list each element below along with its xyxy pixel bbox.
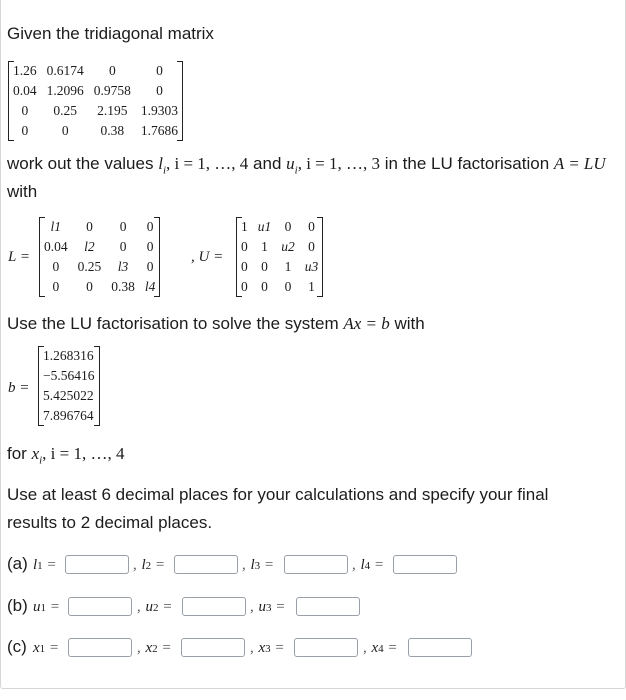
u1-label: u1 =: [33, 599, 60, 615]
matrix-l-cell: 0: [86, 219, 93, 234]
matrix-l: [39, 217, 160, 297]
matrix-a-cell: 0.38: [100, 123, 125, 138]
matrix-a-cell: 0: [21, 103, 29, 118]
matrix-a-cell: 1.9303: [140, 103, 178, 118]
matrix-u-cell: 1: [241, 219, 248, 234]
lu-instruction: work out the values $l_i$, i = 1, …, 4 and $u_i$, i = 1, …, 3 in the LU factorisation A = LU: [7, 154, 606, 177]
x3-input[interactable]: [294, 638, 358, 657]
matrix-l-cell: l1: [50, 219, 62, 234]
matrix-l-cell: l3: [117, 259, 129, 274]
matrix-u-cell: 1: [284, 259, 292, 274]
matrix-l-cell: 0: [119, 239, 127, 254]
vector-b-cell: 7.896764: [43, 408, 94, 423]
l3-input[interactable]: [284, 555, 348, 574]
l-label: L =: [8, 249, 30, 265]
u1-input[interactable]: [68, 597, 132, 616]
vector-b-cell: 5.425022: [43, 388, 94, 403]
matrix-u-cell: 0: [261, 259, 268, 274]
part-a-label: (a): [7, 554, 28, 573]
matrix-u-cell: 0: [308, 239, 315, 254]
x1-label: x1 =: [33, 640, 59, 656]
matrix-l-cell: 0: [146, 239, 154, 254]
u2-label: , u2 =: [137, 599, 172, 615]
l2-label: , l2 =: [133, 557, 165, 573]
solve-instruction: Use the LU factorisation to solve the system Ax = b with: [7, 314, 425, 333]
vector-b-cell: 1.268316: [43, 348, 94, 363]
matrix-a-cell: 0.25: [53, 103, 77, 118]
matrix-l-cell: l4: [144, 279, 156, 294]
u-label: , U =: [191, 249, 224, 265]
matrix-l-cell: 0.04: [44, 239, 68, 254]
matrix-u-cell: 0: [241, 259, 248, 274]
u3-label: , u3 =: [250, 599, 285, 615]
l3-label: , l3 =: [242, 557, 274, 573]
matrix-a: [8, 61, 183, 141]
matrix-u-cell: 0: [241, 239, 248, 254]
matrix-a-cell: 0: [21, 123, 29, 138]
precision-instruction-line2: results to 2 decimal places.: [7, 513, 213, 532]
x4-input[interactable]: [408, 638, 472, 657]
matrix-a-cell: 0: [156, 83, 163, 98]
matrix-u-cell: 1: [261, 239, 268, 254]
with-text: with: [7, 182, 38, 201]
l4-input[interactable]: [393, 555, 457, 574]
matrix-a-cell: 1.2096: [46, 83, 84, 98]
matrix-u-cell: 0: [261, 279, 268, 294]
matrix-a-cell: 1.7686: [140, 123, 178, 138]
part-c-label: (c): [7, 637, 27, 656]
part-b-label: (b): [7, 596, 28, 615]
intro-text: Given the tridiagonal matrix: [7, 24, 214, 43]
matrix-l-cell: 0.25: [77, 259, 102, 274]
l4-label: , l4 =: [352, 557, 384, 573]
vector-b: [38, 346, 100, 426]
x3-label: , x3 =: [250, 640, 284, 656]
matrix-u-cell: 0: [284, 219, 292, 234]
for-text: for $x_i$, i = 1, …, 4: [7, 444, 125, 467]
matrix-l-cell: 0: [119, 219, 127, 234]
matrix-a-cell: 0: [108, 63, 116, 78]
x2-input[interactable]: [181, 638, 245, 657]
l1-input[interactable]: [65, 555, 129, 574]
matrix-u-cell: 1: [308, 279, 315, 294]
x2-label: , x2 =: [137, 640, 171, 656]
matrix-l-cell: 0: [146, 219, 154, 234]
matrix-l-cell: 0: [86, 279, 93, 294]
matrix-u-cell: 0: [241, 279, 248, 294]
matrix-l-cell: 0: [146, 259, 154, 274]
precision-instruction-line1: Use at least 6 decimal places for your calculations and specify your final: [7, 485, 549, 504]
matrix-l-cell: 0: [52, 259, 60, 274]
x1-input[interactable]: [68, 638, 132, 657]
matrix-u: [236, 217, 323, 297]
matrix-a-cell: 0.6174: [46, 63, 84, 78]
u2-input[interactable]: [182, 597, 246, 616]
matrix-a-cell: 0.9758: [93, 83, 131, 98]
matrix-u-cell: u2: [281, 239, 295, 254]
matrix-a-cell: 0.04: [13, 83, 37, 98]
matrix-l-cell: 0: [52, 279, 60, 294]
vector-b-cell: −5.56416: [43, 368, 95, 383]
b-label: b =: [8, 380, 30, 396]
u3-input[interactable]: [296, 597, 360, 616]
matrix-u-cell: u1: [257, 219, 272, 234]
matrix-a-cell: 0: [61, 123, 69, 138]
matrix-l-cell: 0.38: [111, 279, 135, 294]
matrix-u-cell: 0: [284, 279, 292, 294]
matrix-u-cell: 0: [308, 219, 315, 234]
x4-label: , x4 =: [363, 640, 397, 656]
l1-label: l1 =: [33, 557, 56, 573]
matrix-a-cell: 0: [156, 63, 163, 78]
matrix-l-cell: l2: [84, 239, 95, 254]
matrix-a-cell: 1.26: [13, 63, 37, 78]
matrix-a-cell: 2.195: [97, 103, 128, 118]
l2-input[interactable]: [174, 555, 238, 574]
matrix-u-cell: u3: [304, 259, 319, 274]
